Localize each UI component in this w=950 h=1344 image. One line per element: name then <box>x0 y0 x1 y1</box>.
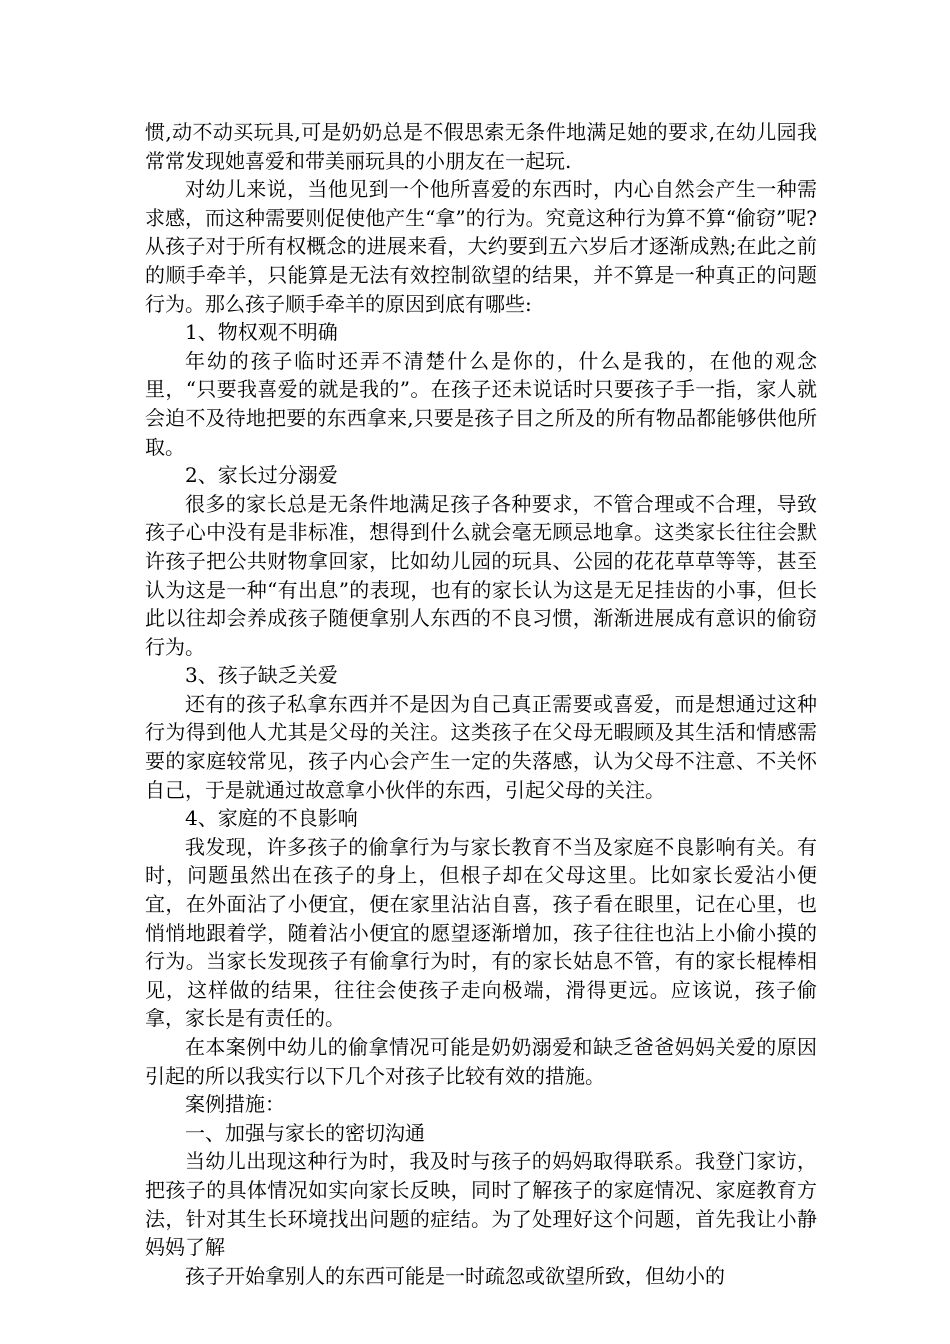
paragraph: 在本案例中幼儿的偷拿情况可能是奶奶溺爱和缺乏爸爸妈妈关爱的原因引起的所以我实行以下几个对孩子比较有效的措施。 <box>145 1035 817 1088</box>
paragraph: 对幼儿来说，当他见到一个他所喜爱的东西时，内心自然会产生一种需求感，而这种需要则促使他产生“拿”的行为。究竟这种行为算不算“偷窃”呢?从孩子对于所有权概念的进展来看，大约要到五六岁后才逐渐成熟;在此之前的顺手牵羊，只能算是无法有效控制欲望的结果，并不算是一种真正的问题行为。那么孩子顺手牵羊的原因到底有哪些: <box>145 177 817 316</box>
section-heading: 一、加强与家长的密切沟通 <box>185 1120 425 1145</box>
paragraph: 年幼的孩子临时还弄不清楚什么是你的，什么是我的，在他的观念里，“只要我喜爱的就是我的”。在孩子还未说话时只要孩子手一指，家人就会迫不及待地把要的东西拿来,只要是孩子目之所及的所有物品都能够供他所取。 <box>145 348 817 459</box>
section-heading: 4、家庭的不良影响 <box>185 806 358 831</box>
paragraph: 当幼儿出现这种行为时，我及时与孩子的妈妈取得联系。我登门家访，把孩子的具体情况如实向家长反映，同时了解孩子的家庭情况、家庭教育方法，针对其生长环境找出问题的症结。为了处理好这个问题，首先我让小静妈妈了解 <box>145 1149 817 1260</box>
section-heading: 3、孩子缺乏关爱 <box>185 663 338 688</box>
section-heading: 案例措施： <box>185 1092 285 1117</box>
paragraph: 惯,动不动买玩具,可是奶奶总是不假思索无条件地满足她的要求,在幼儿园我常常发现她喜爱和带美丽玩具的小朋友在一起玩. <box>145 120 817 173</box>
paragraph: 我发现，许多孩子的偷拿行为与家长教育不当及家庭不良影响有关。有时，问题虽然出在孩子的身上，但根子却在父母这里。比如家长爱沾小便宜，在外面沾了小便宜，便在家里沾沾自喜，孩子看在眼里，记在心里，也悄悄地跟着学，随着沾小便宜的愿望逐渐增加，孩子往往也沾上小偷小摸的行为。当家长发现孩子有偷拿行为时，有的家长姑息不管，有的家长棍棒相见，这样做的结果，往往会使孩子走向极端，滑得更远。应该说，孩子偷拿，家长是有责任的。 <box>145 834 817 1031</box>
section-heading: 1、物权观不明确 <box>185 320 338 345</box>
paragraph: 还有的孩子私拿东西并不是因为自己真正需要或喜爱，而是想通过这种行为得到他人尤其是父母的关注。这类孩子在父母无暇顾及其生活和情感需要的家庭较常见，孩子内心会产生一定的失落感，认为父母不注意、不关怀自己，于是就通过故意拿小伙伴的东西，引起父母的关注。 <box>145 691 817 802</box>
section-heading: 2、家长过分溺爱 <box>185 463 338 488</box>
document-body <box>145 118 817 1290</box>
paragraph: 孩子开始拿别人的东西可能是一时疏忽或欲望所致，但幼小的 <box>185 1263 725 1288</box>
paragraph: 很多的家长总是无条件地满足孩子各种要求，不管合理或不合理，导致孩子心中没有是非标准，想得到什么就会毫无顾忌地拿。这类家长往往会默许孩子把公共财物拿回家，比如幼儿园的玩具、公园的花花草草等等，甚至认为这是一种“有出息”的表现，也有的家长认为这是无足挂齿的小事，但长此以往却会养成孩子随便拿别人东西的不良习惯，渐渐进展成有意识的偷窃行为。 <box>145 491 817 659</box>
